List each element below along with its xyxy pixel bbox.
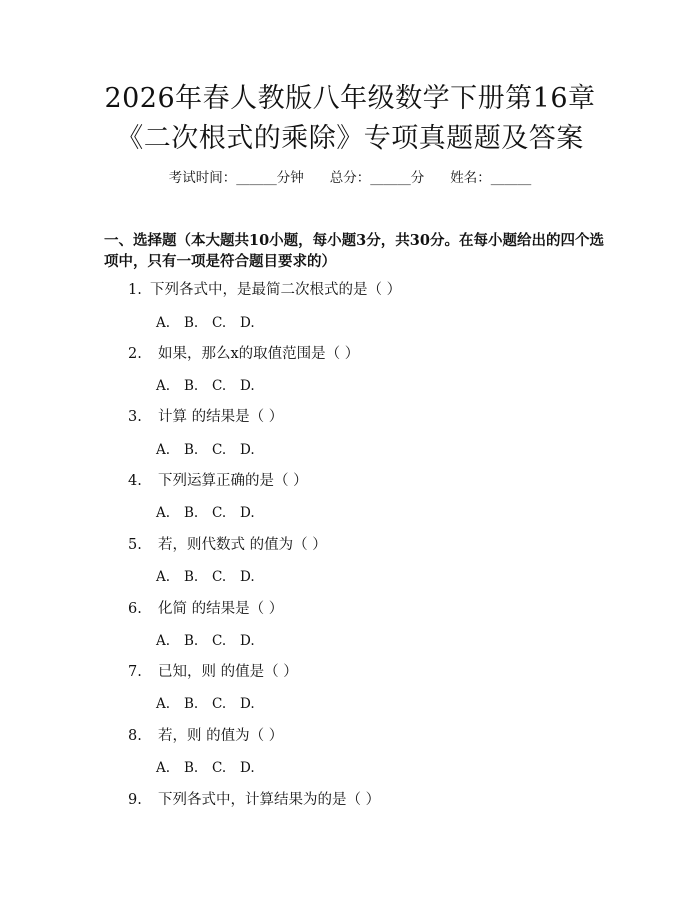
option-d: D. (240, 696, 255, 712)
question-text: 若，则代数式 的值为（ ） (158, 537, 327, 553)
question (128, 599, 283, 619)
option-a: A. (156, 633, 171, 649)
question (128, 535, 327, 555)
option-c: C. (212, 315, 227, 331)
question (128, 407, 283, 427)
question (128, 726, 283, 746)
option-d: D. (240, 505, 255, 521)
question-number: 1. (128, 282, 142, 298)
question-text: 下列各式中，计算结果为的是（ ） (158, 792, 381, 808)
question-number: 9. (128, 792, 142, 808)
answer-options (156, 313, 268, 333)
option-d: D. (240, 633, 255, 649)
option-b: B. (184, 569, 199, 585)
option-b: B. (184, 378, 199, 394)
question-text: 已知，则 的值是（ ） (158, 664, 298, 680)
answer-options (156, 694, 268, 714)
answer-options (156, 758, 268, 778)
exam-time: 考试时间：______分钟 (168, 170, 304, 186)
page-title-line-1: 2026年春人教版八年级数学下册第16章 (104, 83, 596, 114)
option-a: A. (156, 378, 171, 394)
option-d: D. (240, 315, 255, 331)
question (128, 790, 380, 810)
answer-options (156, 567, 268, 587)
option-a: A. (156, 315, 171, 331)
exam-score: 总分：______分 (329, 170, 425, 186)
option-b: B. (184, 505, 199, 521)
option-c: C. (212, 378, 227, 394)
question-number: 8. (128, 728, 142, 744)
exam-info (0, 168, 700, 188)
option-a: A. (156, 505, 171, 521)
question-text: 计算 的结果是（ ） (158, 409, 284, 425)
option-a: A. (156, 696, 171, 712)
option-a: A. (156, 442, 171, 458)
question-number: 6. (128, 601, 142, 617)
question (128, 471, 308, 491)
question-number: 4. (128, 473, 142, 489)
option-b: B. (184, 315, 199, 331)
option-d: D. (240, 378, 255, 394)
option-c: C. (212, 696, 227, 712)
answer-options (156, 440, 268, 460)
option-b: B. (184, 760, 199, 776)
question (128, 662, 298, 682)
option-b: B. (184, 696, 199, 712)
option-c: C. (212, 442, 227, 458)
question-text: 下列运算正确的是（ ） (158, 473, 308, 489)
option-d: D. (240, 760, 255, 776)
option-b: B. (184, 442, 199, 458)
option-c: C. (212, 569, 227, 585)
option-c: C. (212, 505, 227, 521)
answer-options (156, 503, 268, 523)
question (128, 280, 401, 300)
option-d: D. (240, 442, 255, 458)
option-b: B. (184, 633, 199, 649)
question (128, 344, 359, 364)
option-a: A. (156, 760, 171, 776)
page-title-line-2: 《二次根式的乘除》专项真题题及答案 (116, 123, 584, 154)
question-text: 若，则 的值为（ ） (158, 728, 284, 744)
question-number: 3. (128, 409, 142, 425)
question-number: 2. (128, 346, 142, 362)
question-text: 下列各式中，是最简二次根式的是（ ） (150, 282, 402, 298)
question-text: 如果，那么x的取值范围是（ ） (158, 346, 360, 362)
exam-name: 姓名：______ (450, 170, 532, 186)
answer-options (156, 631, 268, 651)
option-a: A. (156, 569, 171, 585)
option-d: D. (240, 569, 255, 585)
question-text: 化简 的结果是（ ） (158, 601, 284, 617)
option-c: C. (212, 633, 227, 649)
question-number: 5. (128, 537, 142, 553)
option-c: C. (212, 760, 227, 776)
question-number: 7. (128, 664, 142, 680)
section-heading: 一、选择题（本大题共10小题，每小题3分，共30分。在每小题给出的四个选项中，只有一项是符合题目要求的） (104, 232, 604, 270)
answer-options (156, 376, 268, 396)
